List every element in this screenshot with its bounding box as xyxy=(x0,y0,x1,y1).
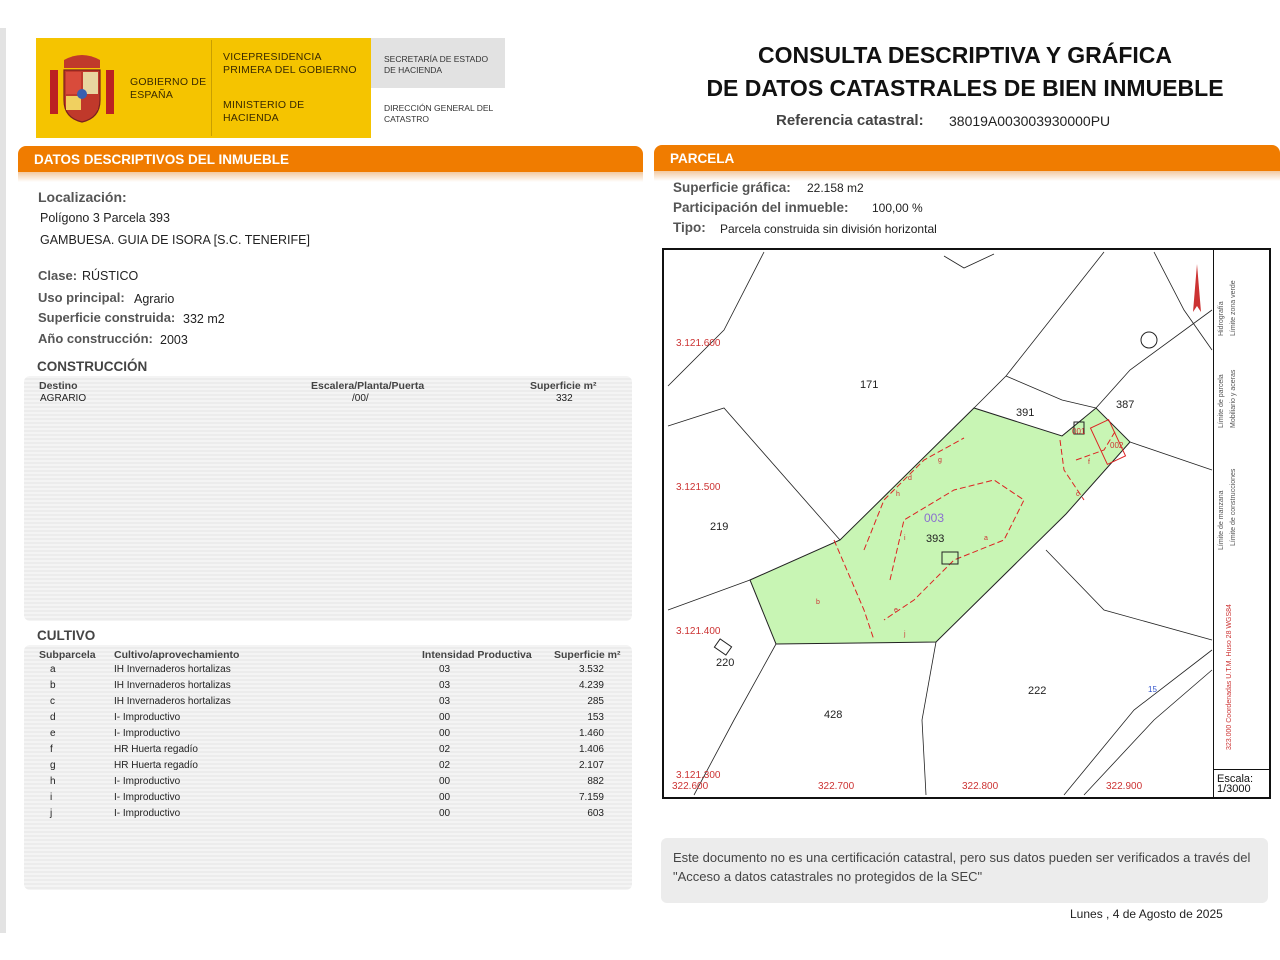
uso-value: Agrario xyxy=(134,292,175,306)
parcel-number: 222 xyxy=(1028,685,1047,697)
subparcel-letter: j xyxy=(904,631,906,638)
construccion-table xyxy=(24,376,632,621)
secretaria-text: SECRETARÍA DE ESTADO DE HACIENDA xyxy=(384,54,489,75)
tipo-value: Parcela construida sin división horizontal xyxy=(720,222,937,236)
construction-code: 003 xyxy=(924,511,945,525)
localizacion-line1: Polígono 3 Parcela 393 xyxy=(40,211,170,225)
parcel-393 xyxy=(750,408,1130,644)
datos-descriptivos-heading: DATOS DESCRIPTIVOS DEL INMUEBLE xyxy=(34,152,290,167)
parcel-number: 220 xyxy=(716,657,735,669)
coat-of-arms-icon xyxy=(46,52,118,126)
subparcel-letter: h xyxy=(896,491,900,498)
boundary-line xyxy=(1130,442,1212,470)
construccion-superficie: 332 xyxy=(556,393,573,404)
cultivo-cell: I- Improductivo xyxy=(114,808,181,819)
legend-parcela: Límite de parcela xyxy=(1218,374,1225,428)
scale-label: Escala: xyxy=(1217,773,1254,785)
cultivo-cell: HR Huerta regadío xyxy=(114,744,198,755)
parcela-bar xyxy=(654,145,1280,171)
cultivo-cell: 2.107 xyxy=(578,760,604,771)
direccion-text: DIRECCIÓN GENERAL DEL CATASTRO xyxy=(384,103,493,124)
clase-value: RÚSTICO xyxy=(82,269,139,283)
parcel-number: 428 xyxy=(824,709,843,721)
legend-zona-verde: Límite zona verde xyxy=(1230,280,1237,336)
utm-y-coord: 3.121.500 xyxy=(676,482,721,493)
boundary-line xyxy=(1064,650,1212,795)
cultivo-cell: 03 xyxy=(439,680,451,691)
cultivo-cell: IH Invernaderos hortalizas xyxy=(114,696,231,707)
cultivo-cell: 4.239 xyxy=(578,680,604,691)
tipo-label: Tipo: xyxy=(673,220,706,235)
page-left-rule xyxy=(0,28,6,933)
utm-x-coord: 322.800 xyxy=(962,781,999,792)
cultivo-cell: 00 xyxy=(439,792,451,803)
construccion-destino: AGRARIO xyxy=(40,393,87,404)
cultivo-cell: f xyxy=(50,744,53,755)
parcela-heading: PARCELA xyxy=(670,151,735,166)
utm-y-coord: 3.121.400 xyxy=(676,626,721,637)
map-drawing xyxy=(664,250,1213,797)
utm-x-coord: 322.700 xyxy=(818,781,855,792)
cultivo-cell: 02 xyxy=(439,760,451,771)
col-cultivo: Cultivo/aprovechamiento xyxy=(114,649,240,661)
cultivo-cell: 153 xyxy=(587,712,604,723)
utm-x-coord: 322.900 xyxy=(1106,781,1143,792)
ref-catastral-value: 38019A003003930000PU xyxy=(949,113,1111,129)
cultivo-cell: I- Improductivo xyxy=(114,776,181,787)
cultivo-cell: 882 xyxy=(587,776,604,787)
map-legend xyxy=(1213,250,1269,797)
subparcel-letter: f xyxy=(1088,459,1090,466)
localizacion-label: Localización: xyxy=(38,189,127,205)
north-arrow-icon xyxy=(1193,264,1201,312)
superficie-construida-label: Superficie construida: xyxy=(38,310,176,325)
well-icon xyxy=(1141,332,1157,348)
document-title-line2: DE DATOS CATASTRALES DE BIEN INMUEBLE xyxy=(706,75,1224,101)
localizacion-line2: GAMBUESA. GUIA DE ISORA [S.C. TENERIFE] xyxy=(40,233,310,247)
clase-label: Clase: xyxy=(38,268,78,283)
anio-construccion-label: Año construcción: xyxy=(38,331,153,346)
parcel-number: 393 xyxy=(926,533,945,545)
participacion-value: 100,00 % xyxy=(872,201,923,215)
legend-manzana: Límite de manzana xyxy=(1218,490,1225,550)
datos-descriptivos-bar xyxy=(18,146,643,172)
cultivo-cell: 03 xyxy=(439,664,451,675)
subparcel-letter: d xyxy=(908,475,912,482)
subparcel-letter: a xyxy=(984,535,988,542)
boundary-line xyxy=(668,580,750,610)
disclaimer-note: Este documento no es una certificación catastral, pero sus datos pueden ser verificados a través del "Acceso a datos catastrales no protegidos de la SEC" xyxy=(661,838,1268,903)
coord-note: 323.000 Coordenadas U.T.M. Huso 28 WGS84 xyxy=(1226,604,1233,750)
parcel-number: 387 xyxy=(1116,399,1135,411)
building-220 xyxy=(714,639,731,655)
boundary-line xyxy=(1046,550,1212,640)
street-label: 15 xyxy=(1148,685,1157,694)
parcel-number: 171 xyxy=(860,379,879,391)
cultivo-cell: 02 xyxy=(439,744,451,755)
boundary-line xyxy=(668,252,764,386)
cultivo-cell: 1.460 xyxy=(578,728,604,739)
cultivo-cell: 285 xyxy=(587,696,604,707)
logo-divider xyxy=(211,40,212,136)
subparcel-letter: e xyxy=(894,607,898,614)
cultivo-table xyxy=(24,645,632,890)
construccion-heading: CONSTRUCCIÓN xyxy=(37,359,148,374)
cultivo-cell: 03 xyxy=(439,696,451,707)
utm-y-coord: 3.121.600 xyxy=(676,338,721,349)
document-date: Lunes , 4 de Agosto de 2025 xyxy=(1070,907,1223,921)
cultivo-cell: I- Improductivo xyxy=(114,712,181,723)
boundary-line xyxy=(1154,252,1212,350)
cadastral-map xyxy=(662,248,1271,799)
cultivo-cell: IH Invernaderos hortalizas xyxy=(114,664,231,675)
boundary-line xyxy=(922,642,936,795)
superficie-construida-value: 332 m2 xyxy=(183,312,225,326)
cultivo-cell: 00 xyxy=(439,808,451,819)
cultivo-cell: I- Improductivo xyxy=(114,792,181,803)
parcel-number: 391 xyxy=(1016,407,1035,419)
boundary-line xyxy=(1006,376,1096,408)
boundary-line xyxy=(974,252,1104,408)
cultivo-cell: 3.532 xyxy=(578,664,604,675)
cultivo-cell: 7.159 xyxy=(578,792,604,803)
cultivo-cell: I- Improductivo xyxy=(114,728,181,739)
cultivo-cell: h xyxy=(50,776,56,787)
uso-label: Uso principal: xyxy=(38,290,125,305)
utm-y-coord: 3.121.300 xyxy=(676,770,721,781)
ministerio-text: MINISTERIO DE HACIENDA xyxy=(223,99,305,124)
cultivo-cell: 00 xyxy=(439,712,451,723)
col-intensidad: Intensidad Productiva xyxy=(422,649,532,661)
utm-x-coord: 322.600 xyxy=(672,781,709,792)
construction-code: 001 xyxy=(1072,427,1086,436)
construccion-escalera: /00/ xyxy=(352,393,369,404)
cultivo-cell: b xyxy=(50,680,56,691)
cultivo-cell: 00 xyxy=(439,728,451,739)
map-scale xyxy=(1213,769,1269,797)
parcel-number: 219 xyxy=(710,521,729,533)
scale-value: 1/3000 xyxy=(1217,783,1251,795)
document-title-line1: CONSULTA DESCRIPTIVA Y GRÁFICA xyxy=(757,42,1173,68)
boundary-line xyxy=(668,408,840,540)
superficie-grafica-label: Superficie gráfica: xyxy=(673,180,791,195)
cultivo-cell: j xyxy=(50,808,53,819)
legend-mobiliario: Mobiliario y aceras xyxy=(1230,369,1237,428)
superficie-grafica-value: 22.158 m2 xyxy=(807,181,864,195)
boundary-line xyxy=(944,254,994,268)
participacion-label: Participación del inmueble: xyxy=(673,200,849,215)
vicepresidencia-text: VICEPRESIDENCIA PRIMERA DEL GOBIERNO xyxy=(223,51,357,76)
cultivo-cell: e xyxy=(50,728,56,739)
col-superficie-cultivo: Superficie m² xyxy=(554,649,621,661)
anio-construccion-value: 2003 xyxy=(160,333,188,347)
subparcel-letter: g xyxy=(938,457,942,464)
cultivo-cell: a xyxy=(50,664,56,675)
subparcel-letter: i xyxy=(904,535,906,542)
cultivo-heading: CULTIVO xyxy=(37,628,96,643)
bar-shade-left xyxy=(18,172,643,182)
cultivo-cell: IH Invernaderos hortalizas xyxy=(114,680,231,691)
cultivo-cell: 1.406 xyxy=(578,744,604,755)
gobierno-text: GOBIERNO DE ESPAÑA xyxy=(130,76,207,101)
ref-catastral-label: Referencia catastral: xyxy=(776,112,924,129)
col-escalera: Escalera/Planta/Puerta xyxy=(311,380,425,392)
cultivo-cell: c xyxy=(50,696,55,707)
legend-construcciones: Límite de construcciones xyxy=(1230,468,1237,546)
subparcel-letter: c xyxy=(1076,491,1080,498)
legend-hidrografia: Hidrografía xyxy=(1218,301,1225,336)
cultivo-cell: HR Huerta regadío xyxy=(114,760,198,771)
cultivo-cell: 603 xyxy=(587,808,604,819)
cultivo-cell: g xyxy=(50,760,56,771)
cultivo-cell: d xyxy=(50,712,56,723)
construction-code: 002 xyxy=(1110,441,1124,450)
cultivo-cell: i xyxy=(50,792,53,803)
col-superficie: Superficie m² xyxy=(530,380,597,392)
col-subparcela: Subparcela xyxy=(39,649,96,661)
cultivo-cell: 00 xyxy=(439,776,451,787)
subparcel-letter: b xyxy=(816,599,820,606)
col-destino: Destino xyxy=(39,380,78,392)
